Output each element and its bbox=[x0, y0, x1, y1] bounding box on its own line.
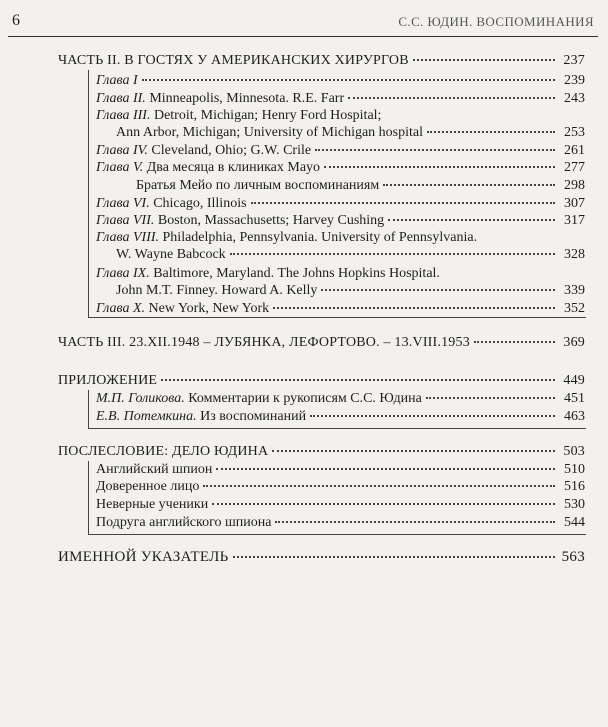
chapter-title: Братья Мейо по личным воспоминаниям bbox=[136, 178, 380, 193]
chapter-title: Chicago, Illinois bbox=[149, 196, 247, 211]
dot-leader bbox=[233, 555, 555, 558]
toc-afterword-item-4[interactable] bbox=[96, 514, 585, 531]
chapter-label: Глава I bbox=[96, 73, 138, 88]
item-title: Комментарии к рукописям С.С. Юдина bbox=[184, 391, 422, 406]
item-title: Неверные ученики bbox=[96, 497, 209, 512]
toc-page-number: 563 bbox=[561, 549, 585, 565]
dot-leader bbox=[273, 306, 555, 309]
toc-page-number: 277 bbox=[564, 160, 585, 175]
section-bracket-horizontal bbox=[88, 428, 586, 429]
dot-leader bbox=[275, 520, 555, 523]
toc-page-number: 317 bbox=[564, 213, 585, 228]
author-name: М.П. Голикова. bbox=[96, 391, 185, 406]
toc-chapter-8[interactable] bbox=[96, 229, 585, 263]
chapter-label: Глава VI. bbox=[96, 196, 150, 211]
toc-chapter-5[interactable] bbox=[96, 159, 585, 176]
chapter-label: Глава IV. bbox=[96, 143, 148, 158]
toc-page-number: 516 bbox=[564, 479, 585, 494]
section-bracket-vertical bbox=[88, 461, 89, 534]
toc-chapter-1[interactable] bbox=[96, 72, 585, 89]
chapter-label: Глава IX. bbox=[96, 266, 150, 281]
running-head: С.С. ЮДИН. ВОСПОМИНАНИЯ bbox=[398, 14, 594, 29]
chapter-title: Cleveland, Ohio; G.W. Crile bbox=[147, 143, 312, 158]
dot-leader bbox=[212, 502, 555, 505]
toc-part-title: ПОСЛЕСЛОВИЕ: ДЕЛО ЮДИНА bbox=[58, 444, 269, 459]
toc-part-title: ПРИЛОЖЕНИЕ bbox=[58, 373, 158, 388]
toc-page-number: 463 bbox=[564, 409, 585, 424]
chapter-title-continued: John M.T. Finney. Howard A. Kelly bbox=[116, 283, 318, 298]
toc-chapter-7[interactable] bbox=[96, 212, 585, 229]
toc-afterword-item-2[interactable] bbox=[96, 478, 585, 495]
dot-leader bbox=[142, 78, 555, 81]
toc-page-number: 352 bbox=[564, 301, 585, 316]
chapter-title: Два месяца в клиниках Mayo bbox=[143, 160, 321, 175]
toc-part-title: ЧАСТЬ II. В ГОСТЯХ У АМЕРИКАНСКИХ ХИРУРГОВ bbox=[58, 53, 409, 68]
dot-leader bbox=[216, 467, 555, 470]
toc-page-number: 239 bbox=[564, 73, 585, 88]
toc-chapter-4[interactable] bbox=[96, 142, 585, 159]
toc-page-number: 243 bbox=[564, 91, 585, 106]
chapter-label: Глава II. bbox=[96, 91, 146, 106]
chapter-label: Глава VIII. bbox=[96, 230, 160, 245]
dot-leader bbox=[161, 378, 555, 381]
dot-leader bbox=[315, 148, 555, 151]
toc-index[interactable] bbox=[58, 549, 585, 566]
toc-page-number: 369 bbox=[563, 335, 585, 350]
dot-leader bbox=[310, 414, 555, 417]
item-title: Из воспоминаний bbox=[196, 409, 307, 424]
toc-chapter-9[interactable] bbox=[96, 265, 585, 299]
chapter-title: New York, New York bbox=[145, 301, 270, 316]
chapter-label: Глава V. bbox=[96, 160, 144, 175]
toc-part-3[interactable] bbox=[58, 334, 585, 351]
dot-leader bbox=[272, 449, 555, 452]
chapter-label: Глава III. bbox=[96, 108, 151, 123]
item-title: Английский шпион bbox=[96, 462, 213, 477]
section-bracket-horizontal bbox=[88, 534, 586, 535]
dot-leader bbox=[474, 340, 555, 343]
toc-appendix-item-2[interactable] bbox=[96, 408, 585, 425]
chapter-title: Boston, Massachusetts; Harvey Cushing bbox=[154, 213, 385, 228]
toc-page-number: 544 bbox=[564, 515, 585, 530]
toc-chapter-6[interactable] bbox=[96, 195, 585, 212]
dot-leader bbox=[251, 201, 555, 204]
toc-part-2[interactable] bbox=[58, 52, 585, 69]
toc-part-title: ЧАСТЬ III. 23.XII.1948 – ЛУБЯНКА, ЛЕФОРТОВО. – 13.VIII.1953 bbox=[58, 335, 470, 350]
toc-appendix[interactable] bbox=[58, 372, 585, 389]
toc-afterword[interactable] bbox=[58, 443, 585, 460]
toc-afterword-item-3[interactable] bbox=[96, 496, 585, 513]
author-name: Е.В. Потемкина. bbox=[96, 409, 197, 424]
toc-page-number: 261 bbox=[564, 143, 585, 158]
dot-leader bbox=[203, 484, 555, 487]
chapter-label: Глава VII. bbox=[96, 213, 155, 228]
toc-chapter-2[interactable] bbox=[96, 90, 585, 107]
toc-page-number: 510 bbox=[564, 462, 585, 477]
toc-page-number: 503 bbox=[563, 444, 585, 459]
dot-leader bbox=[383, 183, 555, 186]
chapter-title: Detroit, Michigan; Henry Ford Hospital; bbox=[150, 108, 382, 123]
toc-page-number: 237 bbox=[563, 53, 585, 68]
section-bracket-vertical bbox=[88, 70, 89, 317]
toc-page-number: 339 bbox=[564, 283, 585, 298]
chapter-title: Philadelphia, Pennsylvania. University of Pennsylvania. bbox=[159, 230, 478, 245]
toc-page-number: 328 bbox=[564, 247, 585, 262]
toc-chapter-10[interactable] bbox=[96, 300, 585, 317]
dot-leader bbox=[324, 165, 555, 168]
chapter-label: Глава X. bbox=[96, 301, 146, 316]
item-title: Подруга английского шпиона bbox=[96, 515, 272, 530]
toc-page-number: 449 bbox=[563, 373, 585, 388]
toc-page-number: 298 bbox=[564, 178, 585, 193]
toc-page-number: 530 bbox=[564, 497, 585, 512]
section-bracket-vertical bbox=[88, 390, 89, 428]
toc-afterword-item-1[interactable] bbox=[96, 461, 585, 478]
chapter-title-continued: W. Wayne Babcock bbox=[116, 247, 226, 262]
toc-page-number: 253 bbox=[564, 125, 585, 140]
toc-appendix-item-1[interactable] bbox=[96, 390, 585, 407]
chapter-title: Baltimore, Maryland. The Johns Hopkins Hospital. bbox=[149, 266, 440, 281]
header-rule bbox=[8, 36, 598, 37]
toc-subchapter-mayo[interactable] bbox=[136, 177, 585, 194]
dot-leader bbox=[321, 288, 555, 291]
dot-leader bbox=[348, 96, 555, 99]
item-title: Доверенное лицо bbox=[96, 479, 200, 494]
dot-leader bbox=[413, 58, 555, 61]
toc-page-number: 307 bbox=[564, 196, 585, 211]
section-bracket-horizontal bbox=[88, 317, 586, 318]
toc-part-title: ИМЕННОЙ УКАЗАТЕЛЬ bbox=[58, 549, 229, 565]
toc-chapter-3[interactable] bbox=[96, 107, 585, 141]
chapter-title-continued: Ann Arbor, Michigan; University of Michigan hospital bbox=[116, 125, 424, 140]
dot-leader bbox=[427, 130, 555, 133]
chapter-title: Minneapolis, Minnesota. R.E. Farr bbox=[145, 91, 345, 106]
toc-page-number: 451 bbox=[564, 391, 585, 406]
page-number: 6 bbox=[12, 12, 20, 29]
dot-leader bbox=[426, 396, 555, 399]
dot-leader bbox=[388, 218, 555, 221]
dot-leader bbox=[230, 252, 555, 255]
